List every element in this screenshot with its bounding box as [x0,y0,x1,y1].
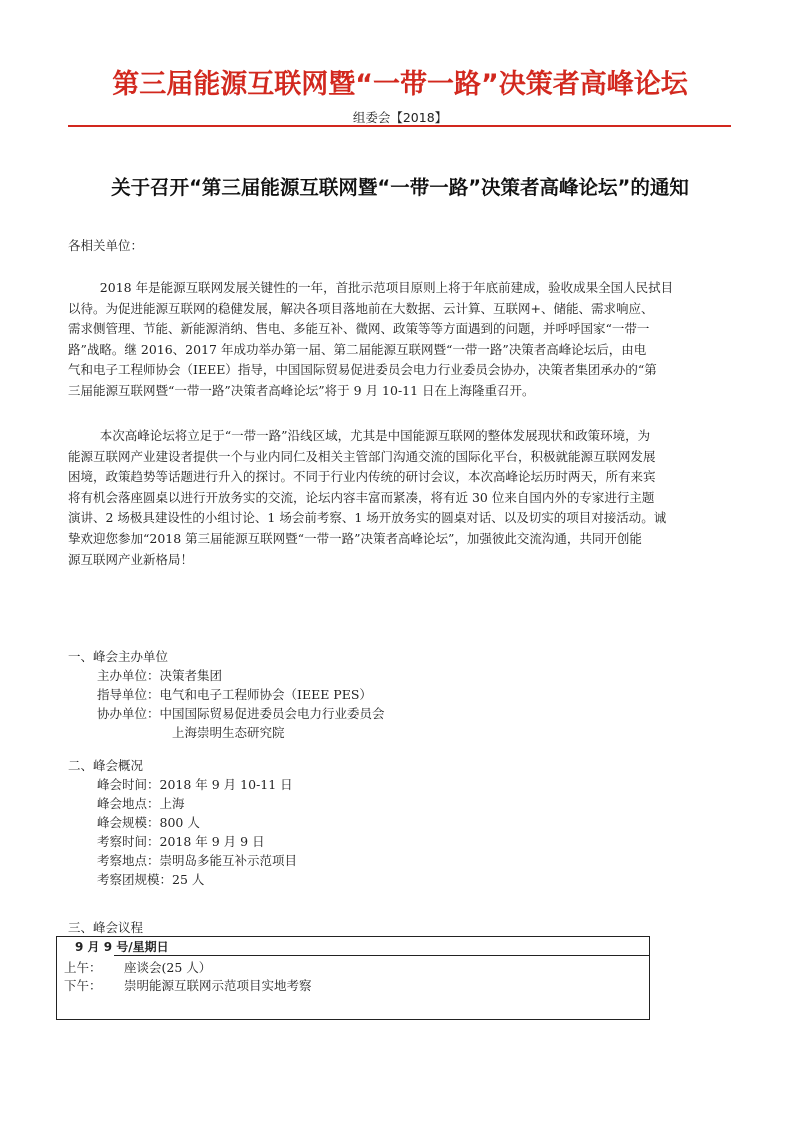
tour-place: 考察地点：崇明岛多能互补示范项目 [97,853,298,868]
agenda-day-label: 9 月 9 号/星期日 [75,940,169,954]
paragraph-line: 本次高峰论坛将立足于“一带一路”沿线区域，尤其是中国能源互联网的整体发展现状和政策环境，为 [68,428,651,443]
committee-code: 组委会【2018】 [352,110,448,125]
paragraph-line: 困境，政策趋势等话题进行升入的探讨。不同于行业内传统的研讨会议，本次高峰论坛历时两天，所有来宾 [68,469,656,485]
co-organizer-secondary: 上海崇明生态研究院 [172,725,285,740]
guiding-organizer: 指导单位：电气和电子工程师协会（IEEE PES） [97,687,372,702]
paragraph-line: 挚欢迎您参加“2018 第三届能源互联网暨“一带一路”决策者高峰论坛”，加强彼此交流沟通，共同开创能 [68,530,642,546]
paragraph-line: 以待。为促进能源互联网的稳健发展，解决各项目落地前在大数据、云计算、互联网+、储能、需求响应、 [68,300,654,316]
agenda-time: 上午： [64,960,102,975]
tour-time: 考察时间：2018 年 9 月 9 日 [97,834,265,849]
summit-scale: 峰会规模：800 人 [97,815,200,830]
co-organizer: 协办单位：中国国际贸易促进委员会电力行业委员会 [97,706,385,721]
agenda-row [64,976,312,994]
paragraph-line: 路”战略。继 2016、2017 年成功举办第一届、第二届能源互联网暨“一带一路”决策者高峰论坛后，由电 [68,341,647,357]
agenda-divider [114,955,650,956]
agenda-time: 下午： [64,978,102,993]
agenda-content: 座谈会(25 人） [124,960,212,975]
section-heading-organizers: 一、峰会主办单位 [68,649,169,664]
paragraph-line: 能源互联网产业建设者提供一个与业内同仁及相关主管部门沟通交流的国际化平台，积极就能源互联网发展 [68,448,656,464]
host-organizer: 主办单位：决策者集团 [97,668,223,683]
paragraph-line: 三届能源互联网暨“一带一路”决策者高峰论坛”将于 9 月 10-11 日在上海隆重召开。 [68,382,535,398]
paragraph-line: 演讲、2 场极具建设性的小组讨论、1 场会前考察、1 场开放务实的圆桌对话、以及切实的项目对接活动。诚 [68,510,667,526]
forum-banner-title: 第三届能源互联网暨“一带一路”决策者高峰论坛 [112,69,688,100]
tour-scale: 考察团规模：25 人 [97,872,205,887]
header-divider [68,125,731,127]
agenda-table [56,936,650,1020]
section-heading-overview: 二、峰会概况 [68,758,144,773]
forum-description-paragraph [68,426,731,570]
paragraph-line: 将有机会落座圆桌以进行开放务实的交流，论坛内容丰富而紧凑，将有近 30 位来自国内外的专家进行主题 [68,489,655,505]
paragraph-line: 2018 年是能源互联网发展关键性的一年，首批示范项目原则上将于年底前建成，验收成果全国人民拭目 [68,280,674,295]
paragraph-line: 气和电子工程师协会（IEEE）指导，中国国际贸易促进委员会电力行业委员会协办，决策者集团承办的“第 [68,362,657,378]
summit-place: 峰会地点：上海 [97,796,185,811]
intro-paragraph [68,278,731,402]
paragraph-line: 源互联网产业新格局！ [68,551,194,567]
summit-time: 峰会时间：2018 年 9 月 10-11 日 [97,777,293,792]
salutation: 各相关单位： [68,238,144,253]
agenda-row [64,958,211,976]
agenda-content: 崇明能源互联网示范项目实地考察 [124,978,312,993]
section-heading-agenda: 三、峰会议程 [68,920,144,935]
paragraph-line: 需求侧管理、节能、新能源消纳、售电、多能互补、微网、政策等等方面遇到的问题，并呼呼国家“一带一 [68,321,650,337]
notice-title: 关于召开“第三届能源互联网暨“一带一路”决策者高峰论坛”的通知 [111,176,689,199]
